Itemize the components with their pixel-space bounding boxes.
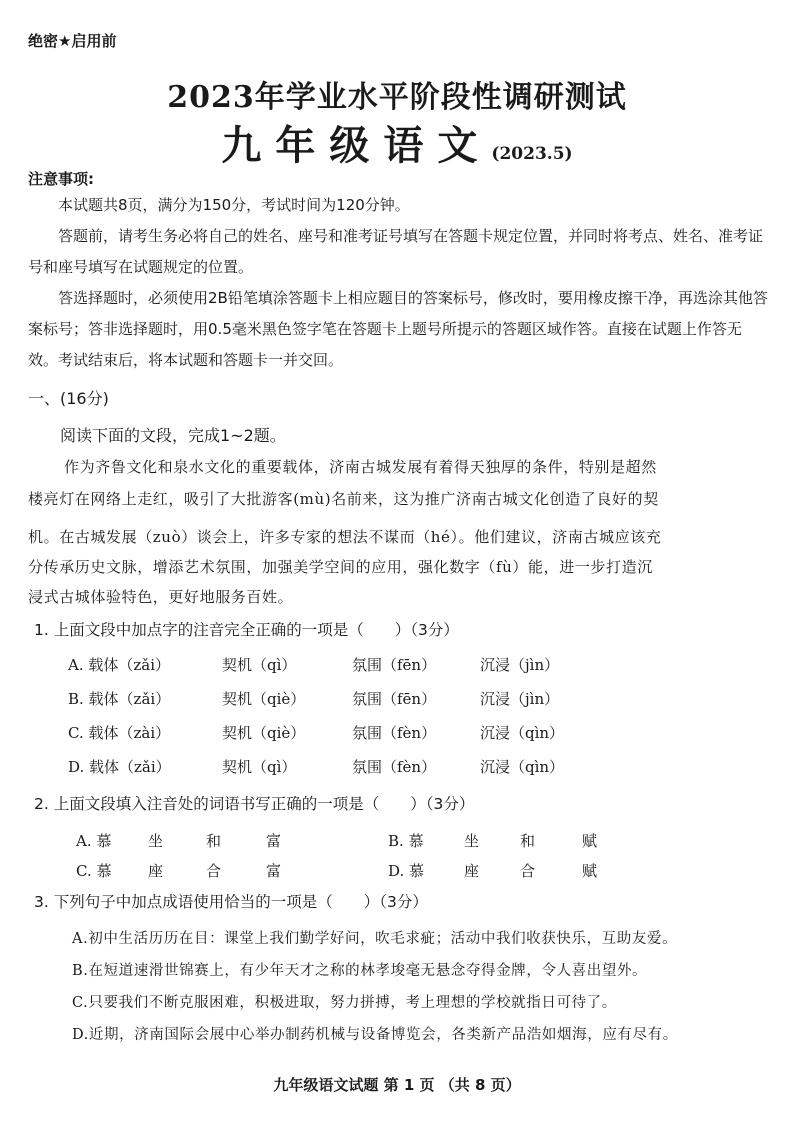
notice-item: 答选择题时，必须使用2B铅笔填涂答题卡上相应题目的答案标号，修改时，要用橡皮擦干净，再选涂其他答案标号；答非选择题时，用0.5毫米黑色签字笔在答题卡上题号所提示的答题区域作答。直接在试题上作答无效。 (28, 289, 768, 369)
q2-option-cell: 赋 (582, 862, 598, 880)
notice-item: 答题前，请考生务必将自己的姓名、座号和准考证号填写在答题卡规定位置，并同时将考点、姓名、准考证号和座号填写在试题规定的位置。 (28, 227, 764, 276)
q3-option-d[interactable]: D.近期，济南国际会展中心举办制药机械与设备博览会，各类新产品浩如烟海，应有尽有。 (72, 1027, 678, 1043)
q1-option-cell: 氛围（fèn） (352, 724, 437, 742)
q2-option-cell: 富 (266, 862, 282, 880)
q3-option-c[interactable]: C.只要我们不断克服困难，积极进取，努力拼搏，考上理想的学校就指日可待了。 (72, 995, 617, 1011)
q1-option-cell: 沉浸（qìn） (480, 758, 565, 776)
q3-option-b[interactable]: B.在短道速滑世锦赛上，有少年天才之称的林孝埈毫无悬念夺得金牌，令人喜出望外。 (72, 963, 648, 979)
notice-heading: 注意事项: (28, 170, 94, 188)
notice-item: 考试结束后，将本试题和答题卡一并交回。 (58, 351, 344, 369)
q2-option-cell: 合 (520, 862, 536, 880)
q1-option-c[interactable]: C. 载体（zài） (68, 724, 171, 742)
q2-option-cell: 和 (206, 832, 222, 850)
confidential-label: 绝密★启用前 (28, 32, 117, 50)
passage-line: 分传承历史文脉，增添艺术氛围，加强美学空间的应用，强化数字（fù）能，进一步打造沉 (28, 558, 653, 576)
section-label: 一、(16分) (28, 389, 109, 408)
q1-option-b[interactable]: B. 载体（zǎi） (68, 690, 171, 708)
q1-option-cell: 契机（qì） (222, 758, 297, 776)
passage-line: 浸式古城体验特色，更好地服务百姓。 (28, 588, 294, 606)
question-2-stem: 2. 上面文段填入注音处的词语书写正确的一项是（ ）（3分） (34, 795, 475, 813)
passage-line: 楼亮灯在网络上走红，吸引了大批游客(mù)名前来，这为推广济南古城文化创造了良好的契 (28, 490, 659, 508)
q2-option-cell: 座 (148, 862, 164, 880)
q2-option-b[interactable]: B. 慕 (388, 832, 424, 850)
q2-option-cell: 坐 (148, 832, 164, 850)
page-footer: 九年级语文试题 第 1 页 （共 8 页） (273, 1076, 521, 1094)
q1-option-cell: 契机（qiè） (222, 690, 306, 708)
q2-option-cell: 和 (520, 832, 536, 850)
section-instruction: 阅读下面的文段，完成1~2题。 (60, 426, 286, 445)
q1-option-d[interactable]: D. 载体（zǎi） (68, 758, 171, 776)
q1-option-cell: 氛围（fēn） (352, 656, 437, 674)
q1-option-cell: 沉浸（jìn） (480, 690, 560, 708)
q2-option-a[interactable]: A. 慕 (76, 832, 112, 850)
q1-option-cell: 沉浸（qìn） (480, 724, 565, 742)
q1-option-cell: 契机（qiè） (222, 724, 306, 742)
q1-option-cell: 沉浸（jìn） (480, 656, 560, 674)
q3-option-a[interactable]: A.初中生活历历在目：课堂上我们勤学好问，吹毛求疵；活动中我们收获快乐，互助友爱。 (72, 931, 678, 947)
exam-title: 2023年学业水平阶段性调研测试 (167, 80, 627, 115)
q2-option-cell: 富 (266, 832, 282, 850)
question-3-stem: 3. 下列句子中加点成语使用恰当的一项是（ ）（3分） (34, 893, 428, 911)
q2-option-cell: 座 (464, 862, 480, 880)
q2-option-cell: 合 (206, 862, 222, 880)
question-1-stem: 1. 上面文段中加点字的注音完全正确的一项是（ ）（3分） (34, 621, 459, 639)
subject-title: 九年级语文 (221, 122, 492, 169)
q2-option-c[interactable]: C. 慕 (76, 862, 112, 880)
notice-item: 本试题共8页，满分为150分，考试时间为120分钟。 (58, 196, 410, 214)
q1-option-cell: 氛围（fèn） (352, 758, 437, 776)
q2-option-cell: 坐 (464, 832, 480, 850)
q2-option-cell: 赋 (582, 832, 598, 850)
exam-date: (2023.5) (491, 144, 573, 164)
q1-option-cell: 契机（qì） (222, 656, 297, 674)
q1-option-a[interactable]: A. 载体（zǎi） (68, 656, 171, 674)
passage-line: 机。在古城发展（zuò）谈会上，许多专家的想法不谋而（hé）。他们建议，济南古城应该充 (28, 528, 662, 546)
q2-option-d[interactable]: D. 慕 (388, 862, 425, 880)
exam-subtitle (0, 114, 794, 171)
q1-option-cell: 氛围（fēn） (352, 690, 437, 708)
passage-line: 作为齐鲁文化和泉水文化的重要载体，济南古城发展有着得天独厚的条件，特别是超然 (64, 458, 657, 476)
